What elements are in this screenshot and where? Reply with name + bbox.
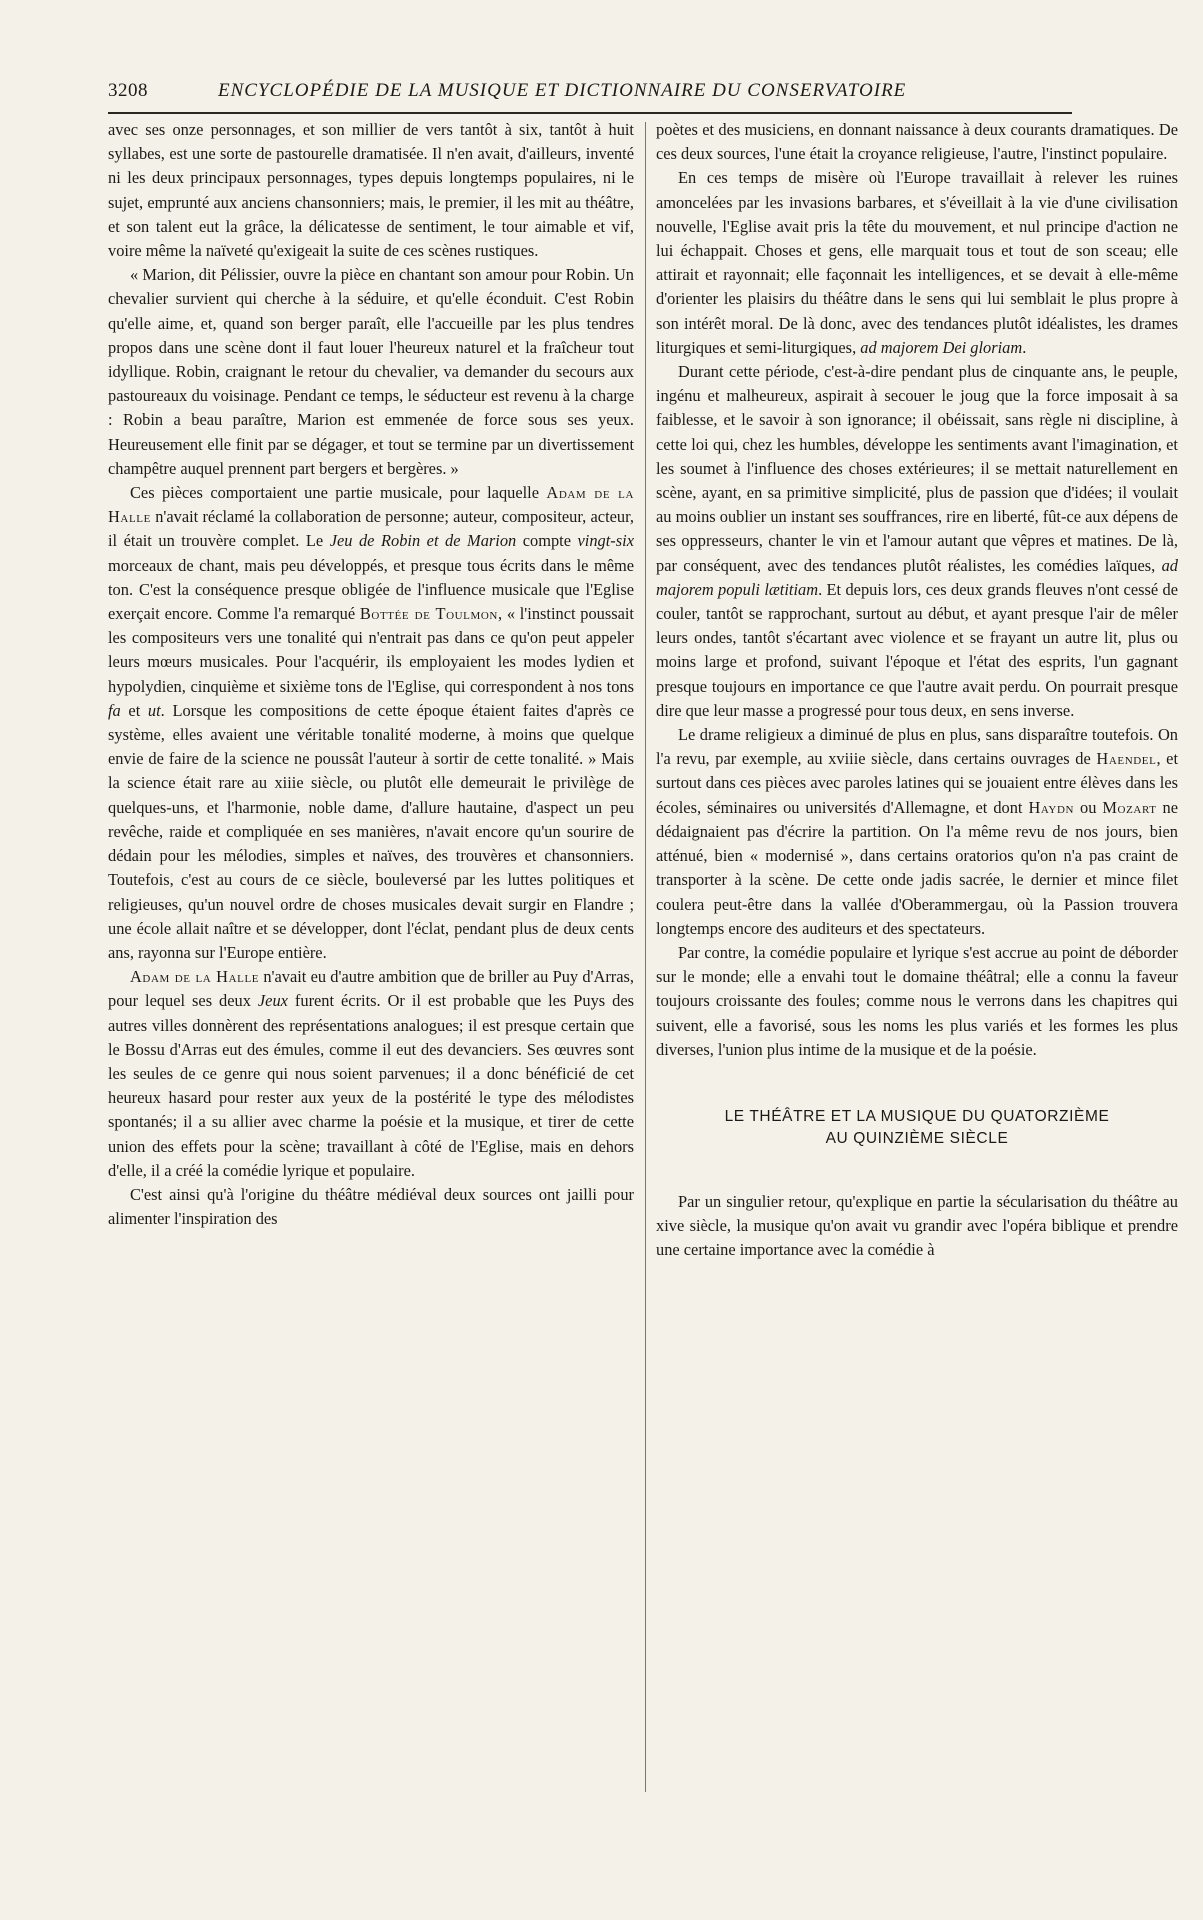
right-column	[656, 118, 1178, 1263]
left-column	[108, 118, 634, 1231]
latin-phrase: ad majorem populi lætitiam	[656, 555, 1178, 599]
work-title: Jeu de Robin et de Marion	[329, 531, 517, 551]
paragraph: poètes et des musiciens, en donnant naissance à deux courants dramatiques. De ces deux sources, l'une était la croyance religieuse, l'autre, l'instinct populaire.	[656, 120, 1178, 164]
paragraph: Ces pièces comportaient une partie musicale, pour laquelle Adam de la Halle n'avait réclamé la collaboration de personne; auteur, compositeur, acteur, il était un trouvère complet. Le Jeu de Robin et de Marion compte vingt-six morceaux de chant, mais peu développés, et presque tous écrits dans le même ton. C'est la conséquence presque obligée de l'influence musicale que l'Eglise exerçait encore. Comme l'a remarqué Bottée de Toulmon, « l'instinct poussait les compositeurs vers une tonalité qui n'entrait pas dans ce qu'on peut appeler leurs mœurs musicales. Pour l'acquérir, ils employaient les modes lydien et hypolydien, cinquième et sixième tons de l'Eglise, qui correspondent à nos tons fa et ut. Lorsque les compositions de cette époque étaient faites d'après ce système, elles avaient une véritable tonalité moderne, à moins que quelque envie de faire de la science ne poussât l'auteur à sortir de cette tonalité. » Mais la science était rare au xiiie siècle, ou plutôt elle demeurait le privilège de quelques-uns, et l'harmonie, noble dame, d'allure hautaine, d'aspect un peu revêche, raide et compliquée en ses manières, n'avait encore qu'un sourire de dédain pour les mélodies, simples et naïves, des trouvères et chansonniers. Toutefois, c'est au cours de ce siècle, bouleversé par les luttes politiques et religieuses, qu'un nouvel ordre de choses musicales devait surgir en Flandre ; une école allait naître et se développer, dont l'éclat, pendant plus de deux cents ans, rayonna sur l'Europe entière.	[108, 483, 635, 962]
paragraph: Par un singulier retour, qu'explique en partie la sécularisation du théâtre au xive siècle, la musique qu'on avait vu grandir avec l'opéra biblique et prendre une certaine importance avec la comédie à	[656, 1191, 1178, 1260]
composer-name: Mozart	[1102, 797, 1157, 817]
paragraph: Par contre, la comédie populaire et lyrique s'est accrue au point de déborder sur le monde; elle a envahi tout le domaine théâtral; elle a connu la faveur toujours croissante des foules; comme nous le verrons dans les chapitres qui suivent, elle a favorisé, sous les noms les plus variés et les formes les plus diverses, l'union plus intime de la musique et de la poésie.	[656, 942, 1178, 1059]
author-name: Adam de la Halle	[130, 967, 260, 987]
page-header	[108, 76, 1072, 114]
page-number: 3208	[108, 80, 148, 101]
author-name: Adam de la Halle	[108, 483, 635, 527]
paragraph: Le drame religieux a diminué de plus en plus, sans disparaître toutefois. On l'a revu, par exemple, au xviiie siècle, dans certains ouvrages de Haendel, et surtout dans ces pièces avec paroles latines qui se jouaient entre élèves dans les écoles, séminaires ou universités d'Allemagne, et dont Haydn ou Mozart ne dédaignaient pas d'écrire la partition. On l'a même revu de nos jours, bien atténué, bien « modernisé », dans certains oratorios qu'on n'a pas craint de transporter à la scène. De cette onde jadis sacrée, le dernier et mince filet coulera peut-être dans la vallée d'Oberammergau, où la Passion trouvera longtemps encore des auditeurs et des spectateurs.	[656, 725, 1178, 938]
paragraph: Adam de la Halle n'avait eu d'autre ambition que de briller au Puy d'Arras, pour lequel ses deux Jeux furent écrits. Or il est probable que les Puys des autres villes donnèrent des représentations analogues; il est presque certain que le Bossu d'Arras eut des émules, comme il eut des devanciers. Ses œuvres sont les seules de ce genre qui nous soient parvenues; il a donc bénéficié de cet heureux hasard pour rester aux yeux de la postérité le type des mélodistes spontanés; il a su allier avec charme la poésie et la musique, et tirer de cette union des effets pour la scène; travaillant à côté de l'Eglise, mais en dehors d'elle, il a créé la comédie lyrique et populaire.	[108, 967, 634, 1180]
paragraph-quote: « Marion, dit Pélissier, ouvre la pièce en chantant son amour pour Robin. Un chevalier survient qui cherche à la séduire, et qu'elle éconduit. C'est Robin qu'elle aime, et, quand son berger paraît, elle l'accueille par les plus tendres propos dans une scène dont il faut louer l'heureux naturel et la fraîcheur tout idyllique. Robin, craignant le retour du chevalier, va demander du secours aux pastoureaux du voisinage. Pendant ce temps, le séducteur est revenu à la charge : Robin a beau paraître, Marion est emmenée de force sous ses yeux. Heureusement elle finit par se dégager, et tout se termine par un divertissement champêtre auquel prennent part bergers et bergères. »	[108, 265, 634, 478]
paragraph: C'est ainsi qu'à l'origine du théâtre médiéval deux sources ont jailli pour alimenter l'inspiration des	[108, 1184, 634, 1229]
latin-phrase: ad majorem Dei gloriam	[860, 337, 1023, 357]
running-title: ENCYCLOPÉDIE DE LA MUSIQUE ET DICTIONNAIRE DU CONSERVATOIRE	[218, 80, 907, 101]
author-name: Bottée de Toulmon	[359, 604, 498, 624]
composer-name: Haendel	[1096, 749, 1157, 769]
section-heading: LE THÉÂTRE ET LA MUSIQUE DU QUATORZIÈME AU QUINZIÈME SIÈCLE	[724, 1107, 1110, 1147]
column-divider	[645, 122, 646, 1792]
paragraph: avec ses onze personnages, et son millier de vers tantôt à six, tantôt à huit syllabes, est une sorte de pastourelle dramatisée. Il n'en avait, d'ailleurs, inventé ni les deux principaux personnages, types depuis longtemps populaires, ni le sujet, emprunté aux anciens chansonniers; mais, le premier, il les mit au théâtre, et son talent eut la grâce, la délicatesse de sentiment, le tour aimable et vif, voire même la naïveté qu'exigeait la suite de ces scènes rustiques.	[108, 120, 634, 261]
paragraph: En ces temps de misère où l'Europe travaillait à relever les ruines amoncelées par les invasions barbares, et s'éveillait à la vie d'une civilisation nouvelle, l'Eglise avait pris la tête du mouvement, et nul principe d'action ne lui échappait. Choses et gens, elle marquait tous et tout de son sceau; elle attirait et rayonnait; elle façonnait les intelligences, et se devait à elle-même d'orienter les plaisirs du théâtre dans le sens qui lui semblait le plus propre à son intérêt moral. De là donc, avec des tendances plutôt idéalistes, les drames liturgiques et semi-liturgiques, ad majorem Dei gloriam.	[656, 168, 1178, 357]
composer-name: Haydn	[1028, 797, 1075, 817]
paragraph: Durant cette période, c'est-à-dire pendant plus de cinquante ans, le peuple, ingénu et malheureux, aspirait à secouer le joug que la force imposait à sa faiblesse, et le savoir à son ignorance; il obéissait, sans règle ni discipline, à cette loi qui, chez les humbles, développe les sentiments avant l'imagination, et les soumet à l'influence des choses extérieures; il se mettait naturellement en scène, ayant, en sa primitive simplicité, plus de passion que d'idées; il voulait au moins oublier un instant ses souffrances, rire en liberté, fût-ce aux dépens de ses oppresseurs, chanter le vin et l'amour autant que vêpres et matines. De là, par conséquent, avec des tendances plutôt réalistes, les comédies laïques, ad majorem populi lætitiam. Et depuis lors, ces deux grands fleuves n'ont cessé de couler, tantôt se rapprochant, surtout au début, et ayant presque l'air de mêler leurs ondes, tantôt s'écartant avec violence et se frayant un autre lit, plus ou moins large et profond, suivant l'époque et l'état des esprits, l'un gagnant presque toujours en importance ce que l'autre avait perdu. On pourrait presque dire que leur masse a progressé pour tous deux, en sens inverse.	[656, 362, 1178, 720]
